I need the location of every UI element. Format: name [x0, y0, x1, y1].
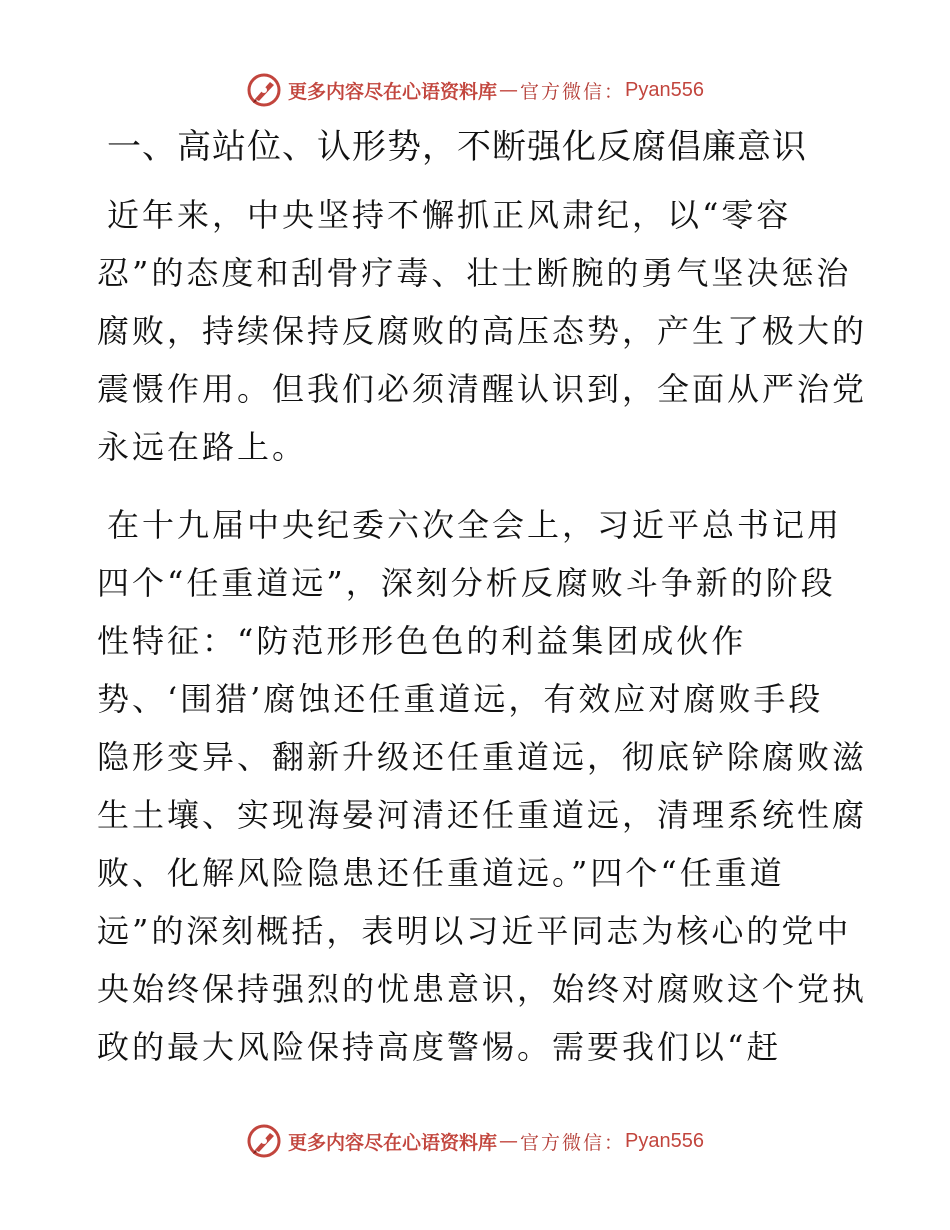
- paragraph-line: 远”的深刻概括，表明以习近平同志为核心的党中: [97, 912, 852, 950]
- paragraph-line: 政的最大风险保持高度警惕。需要我们以“赶: [97, 1028, 782, 1066]
- paragraph-line: 永远在路上。: [97, 428, 308, 466]
- banner-account-id: Pyan556: [625, 78, 704, 101]
- banner-lead-text: 更多内容尽在心语资料库: [288, 1131, 498, 1154]
- footer-watermark-banner: [0, 1121, 950, 1161]
- banner-account-id: Pyan556: [625, 1129, 704, 1152]
- paragraph-line: 势、‘围猎’腐蚀还任重道远，有效应对腐败手段: [97, 680, 824, 718]
- paragraph-line: 央始终保持强烈的忧患意识，始终对腐败这个党执: [97, 970, 868, 1008]
- paragraph-line: 忍”的态度和刮骨疗毒、壮士断腕的勇气坚决惩治: [97, 254, 852, 292]
- paragraph-line: 生土壤、实现海晏河清还任重道远，清理系统性腐: [97, 796, 868, 834]
- banner-dash: —: [499, 79, 519, 101]
- banner-official-label: 官方微信：: [520, 80, 626, 103]
- banner-lead-text: 更多内容尽在心语资料库: [288, 80, 498, 103]
- paragraph-1: [97, 186, 868, 476]
- paragraph-line: 在十九届中央纪委六次全会上，习近平总书记用: [107, 506, 843, 544]
- banner-official-label: 官方微信：: [520, 1131, 626, 1154]
- document-body: [97, 118, 868, 1096]
- section-heading: 一、高站位、认形势，不断强化反腐倡廉意识: [107, 127, 807, 167]
- header-watermark-banner: [0, 70, 950, 110]
- banner-dash: —: [499, 1130, 519, 1152]
- paragraph-2: [97, 496, 868, 1076]
- paragraph-line: 性特征：“防范形形色色的利益集团成伙作: [97, 622, 747, 660]
- pen-logo-icon: [246, 72, 282, 108]
- paragraph-line: 四个“任重道远”，深刻分析反腐败斗争新的阶段: [97, 564, 836, 602]
- paragraph-line: 腐败，持续保持反腐败的高压态势，产生了极大的: [97, 312, 868, 350]
- paragraph-line: 败、化解风险隐患还任重道远。”四个“任重道: [97, 854, 785, 892]
- paragraph-line: 震慑作用。但我们必须清醒认识到，全面从严治党: [97, 370, 868, 408]
- pen-logo-icon: [246, 1123, 282, 1159]
- paragraph-line: 近年来，中央坚持不懈抓正风肃纪，以“零容: [107, 196, 792, 234]
- paragraph-line: 隐形变异、翻新升级还任重道远，彻底铲除腐败滋: [97, 738, 868, 776]
